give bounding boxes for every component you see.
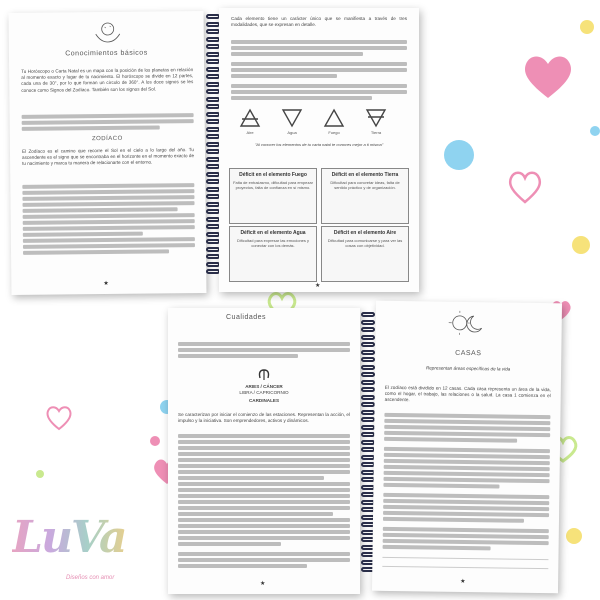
page-title: CASAS [455, 349, 482, 358]
air-element-icon [239, 108, 261, 128]
luva-logo: LuVa [12, 512, 126, 563]
text-lines [22, 111, 194, 133]
element-label: Fuego [328, 130, 340, 135]
star-icon: ★ [103, 280, 109, 288]
text-lines [178, 340, 350, 360]
text-lines [22, 181, 195, 257]
page-subtitle: Representan áreas específicas de la vida [425, 365, 511, 372]
sun-moon-face-icon [448, 310, 488, 337]
page-title: Conocimientos básicos [65, 49, 148, 58]
page-title: Cualidades [226, 314, 267, 321]
deficit-box-fuego: Déficit en el elemento Fuego Falta de entusiasmo, dificultad para empezar proyectos, falta de confianza en sí mismo. [229, 168, 317, 224]
quote: "Al conocer los elementos de tu carta natal te conoces mejor a ti misma" [254, 142, 384, 147]
pink-dot-decoration [150, 436, 160, 446]
notebook-page-cualidades [168, 308, 360, 594]
fire-element-icon [323, 108, 345, 128]
text-lines [383, 411, 551, 553]
notebook-page-conocimientos [9, 11, 207, 295]
spiral-binding [206, 14, 220, 277]
sign-name: ARIES / CÁNCER [245, 384, 283, 389]
sign-label: CARDINALES [248, 398, 280, 403]
blue-dot-decoration [590, 126, 600, 136]
writing-lines [382, 549, 548, 569]
water-element-icon [281, 108, 303, 128]
section-heading: ZODÍACO [91, 135, 123, 143]
page-text-body: Se caracterizan por iniciar el comienzo de las estaciones. Representan la acción, el impulso y la iniciativa. Son emprendedores, activos y dinámicos. [178, 412, 350, 424]
blue-dot-decoration [444, 140, 474, 170]
aries-cancer-symbol-icon [256, 366, 272, 382]
crystal-ball-hands-icon [93, 20, 123, 44]
green-dot-decoration [36, 470, 44, 478]
element-label: Tierra [370, 130, 382, 135]
sign-subtitle: LIBRA / CAPRICORNIO [239, 390, 289, 395]
pink-heart-outline-left-decoration [44, 402, 74, 432]
star-icon: ★ [260, 581, 266, 587]
star-icon: ★ [460, 578, 466, 585]
element-label: Aire [246, 130, 254, 135]
yellow-dot-decoration [566, 528, 582, 544]
yellow-dot-decoration [572, 236, 590, 254]
deficit-box-agua: Déficit en el elemento Agua Dificultad para expresar las emociones y conectar con los demás. [229, 226, 317, 282]
page-text-body: El zodíaco está dividido en 12 casas. Cada casa representa un área de la vida, como el hogar, el trabajo, las relaciones o la salud. La casa 1 comienza en el ascendente. [384, 384, 551, 403]
page-text-intro: Cada elemento tiene un carácter único que se manifiesta a través de tres modalidades, que se expresan en detalle. [231, 16, 407, 28]
page-text-body: El Zodíaco es el camino que recorre el Sol en el cielo a lo largo del año. Tu ascendente es el signo que se encontraba en el horizonte en el momento exacto de tu nacimiento y marca tu manera de relacionarte con el entorno. [21, 147, 195, 167]
page-text-lead: Tu Horóscopo o Carta Natal es un mapa con la posición de los planetas en relación al momento exacto y lugar de tu nacimiento. El horóscopo se divide en 12 partes, cada una de 30°, por lo que forman un círculo de 360°. A los doce signos se les conoce como Signos del Zodíaco. También son los signos del Sol. [21, 67, 194, 93]
deficit-box-aire: Déficit en el elemento Aire Dificultad para comunicarse y para ver las cosas con objetividad. [321, 226, 409, 282]
star-icon: ★ [315, 283, 321, 289]
notebook-page-elementos [219, 8, 419, 292]
earth-element-icon [365, 108, 387, 128]
text-lines [178, 432, 350, 570]
notebook-page-casas [372, 301, 562, 594]
brand-tagline: Diseños con amor [66, 575, 115, 581]
yellow-dot-decoration [580, 20, 594, 34]
pink-heart-outline-decoration [505, 168, 545, 206]
deficit-box-tierra: Déficit en el elemento Tierra Dificultad para concretar ideas, falta de sentido práctico y de organización. [321, 168, 409, 224]
element-label: Agua [287, 130, 297, 135]
text-lines [231, 38, 407, 102]
pink-heart-decoration [520, 50, 576, 102]
